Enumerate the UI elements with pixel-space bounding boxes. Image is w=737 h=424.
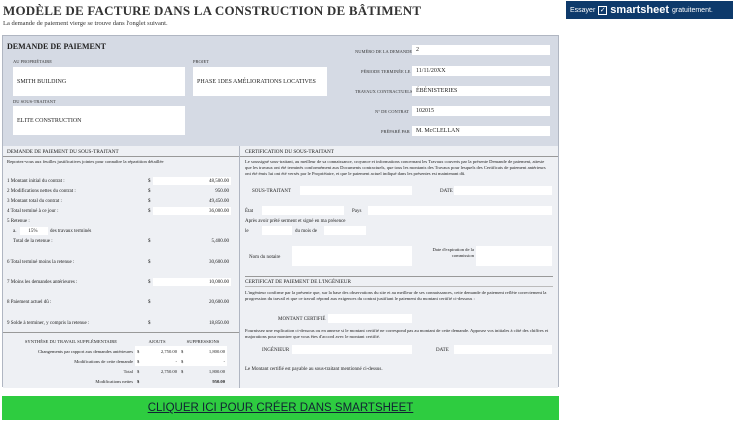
sup-row-add[interactable] bbox=[135, 356, 179, 366]
table-row bbox=[7, 356, 227, 366]
prepared-by-field[interactable]: M. McCLELLAN bbox=[412, 126, 550, 136]
sub-signature-label: SOUS-TRAITANT bbox=[252, 189, 292, 194]
request-number-label: NUMÉRO DE LA DEMANDE bbox=[355, 49, 413, 54]
sub-signature-field[interactable] bbox=[300, 186, 412, 195]
currency-symbol: $ bbox=[148, 280, 151, 285]
project-label: PROJET bbox=[193, 59, 210, 64]
sup-row-del[interactable] bbox=[179, 356, 227, 366]
payable-text: Le Montant certifié est payable au sous-traitant mentionné ci-dessus. bbox=[245, 367, 383, 372]
retenue-percent-field[interactable]: 15% bbox=[20, 227, 48, 235]
divider bbox=[245, 276, 553, 277]
sup-header-deletions: SUPPRESSIONS bbox=[186, 338, 220, 344]
row-1-label: 1 Montant initial du contrat : bbox=[7, 179, 65, 184]
divider bbox=[3, 332, 239, 333]
currency-symbol: $ bbox=[148, 209, 151, 214]
table-row bbox=[7, 376, 227, 386]
currency-symbol: $ bbox=[148, 199, 151, 204]
retenue-label: 5 Retenue : bbox=[7, 219, 30, 224]
retenue-text: des travaux terminés bbox=[50, 229, 92, 234]
extra-work-summary-table bbox=[7, 336, 227, 386]
sworn-text: Après avoir prêté serment et signé en ma présence bbox=[245, 219, 346, 224]
sup-row-del-value: 1,800.00 bbox=[208, 368, 225, 374]
sup-row-add[interactable] bbox=[135, 346, 179, 356]
row-4-value[interactable]: 36,000.00 bbox=[153, 207, 231, 215]
retenue-total-value: 5,400.00 bbox=[211, 238, 229, 244]
retenue-a: a. bbox=[13, 229, 17, 234]
work-field[interactable]: ÉBÉNISTERIES bbox=[412, 86, 550, 96]
day-label: le bbox=[245, 229, 249, 234]
badge-free-text: gratuitement. bbox=[672, 6, 713, 14]
sup-row-del bbox=[179, 366, 227, 376]
smartsheet-try-badge[interactable] bbox=[566, 1, 733, 19]
subcontractor-field[interactable]: ELITE CONSTRUCTION bbox=[13, 106, 185, 135]
sup-row-label: Changements par rapport aux demandes antérieures bbox=[37, 348, 133, 354]
row-7-label: 7 Moins les demandes antérieures : bbox=[7, 280, 78, 285]
left-note: Reportez-vous aux feuilles justificatives jointes pour connaître la répartition détaillée bbox=[7, 159, 164, 164]
currency-symbol: $ bbox=[137, 358, 140, 364]
row-3-label: 3 Montant total du contrat : bbox=[7, 199, 62, 204]
prepared-by-label: PRÉPARÉ PAR bbox=[381, 129, 410, 134]
retenue-total-label: Total de la retenue : bbox=[13, 239, 53, 244]
divider bbox=[245, 286, 553, 287]
page-title: MODÈLE DE FACTURE DANS LA CONSTRUCTION DE BÂTIMENT bbox=[3, 3, 422, 18]
payment-request-form bbox=[2, 35, 559, 387]
row-9-value: 18,850.00 bbox=[209, 320, 229, 326]
sup-row-del-value: - bbox=[223, 358, 225, 364]
state-field[interactable] bbox=[262, 206, 344, 215]
work-label: TRAVAUX CONTRACTUELS bbox=[355, 89, 413, 94]
notary-label: Nom du notaire bbox=[249, 255, 281, 260]
expiry-label: Date d'expiration de la commission bbox=[432, 247, 474, 259]
sup-row-del[interactable] bbox=[179, 346, 227, 356]
sup-header-summary: SYNTHÈSE DU TRAVAIL SUPPLÉMENTAIRE bbox=[24, 338, 118, 344]
sup-row-label: Total bbox=[123, 368, 133, 374]
notary-field[interactable] bbox=[292, 246, 412, 266]
divider bbox=[3, 156, 239, 157]
divider bbox=[240, 156, 558, 157]
right-heading: CERTIFICATION DU SOUS-TRAITANT bbox=[245, 149, 334, 155]
sup-header-additions: AJOUTS bbox=[148, 338, 166, 344]
row-2-value: 950.00 bbox=[215, 188, 229, 194]
row-1-value[interactable]: 48,500.00 bbox=[153, 177, 231, 185]
month-field[interactable] bbox=[324, 226, 366, 235]
row-6-label: 6 Total terminé moins la retenue : bbox=[7, 260, 75, 265]
form-header-section bbox=[3, 36, 558, 146]
period-field[interactable]: 11/11/20XX bbox=[412, 66, 550, 76]
country-label: Pays bbox=[352, 209, 362, 214]
explanation-text: Fournissez une explication ci-dessous ou en annexe si le montant certifié ne correspond pas au montant de cette demande. Apposez vos initiales à côté des chiffres et majorations pour montrer que vous êtes d'accord avec le montant certifié. bbox=[245, 328, 549, 340]
currency-symbol: $ bbox=[137, 378, 140, 384]
sup-row-add-value: - bbox=[175, 358, 177, 364]
currency-symbol: $ bbox=[181, 358, 184, 364]
subcontractor-label: DU SOUS-TRAITANT bbox=[13, 99, 56, 104]
day-field[interactable] bbox=[262, 226, 292, 235]
sup-row-add-value: 2,750.00 bbox=[160, 368, 177, 374]
state-label: État bbox=[245, 209, 254, 214]
sup-net-label: Modifications nettes bbox=[95, 378, 133, 384]
row-7-value[interactable]: 10,000.00 bbox=[153, 278, 231, 286]
row-8-value: 20,600.00 bbox=[209, 299, 229, 305]
period-label: PÉRIODE TERMINÉE LE bbox=[361, 69, 411, 74]
row-3-value: 49,450.00 bbox=[209, 198, 229, 204]
country-field[interactable] bbox=[368, 206, 552, 215]
check-icon: ✓ bbox=[599, 6, 606, 14]
subcontractor-payment-panel bbox=[3, 146, 239, 388]
request-number-field[interactable]: 2 bbox=[412, 45, 550, 55]
currency-symbol: $ bbox=[181, 348, 184, 354]
page-subtitle: La demande de paiement vierge se trouve dans l'onglet suivant. bbox=[3, 20, 168, 27]
sup-row-label: Modifications de cette demande bbox=[74, 358, 133, 364]
row-4-label: 4 Total terminé à ce jour : bbox=[7, 209, 59, 214]
engineer-text: L'ingénieur confirme par la présente que, sur la base des observations du site et au meilleur de ses connaissances, cette demande de paiement reflète correctement la progression du travail et que ce travail répond aux exigences du contrat justifiant le paiement du montant certifié ci-dessous : bbox=[245, 290, 547, 302]
expiry-field[interactable] bbox=[476, 246, 552, 266]
row-8-label: 8 Paiement actuel dû : bbox=[7, 300, 52, 305]
certified-amount-field[interactable] bbox=[328, 314, 412, 323]
sup-net-cell bbox=[135, 376, 227, 386]
certification-panel bbox=[239, 146, 558, 388]
certified-amount-label: MONTANT CERTIFIÉ bbox=[278, 317, 326, 322]
engineer-signature-label: INGÉNIEUR bbox=[262, 348, 290, 353]
contract-label: N° DE CONTRAT bbox=[375, 109, 410, 114]
table-row bbox=[7, 366, 227, 376]
currency-symbol: $ bbox=[181, 368, 184, 374]
sup-row-add-value: 2,750.00 bbox=[160, 348, 177, 354]
sup-row-del-value: 1,800.00 bbox=[208, 348, 225, 354]
currency-symbol: $ bbox=[137, 348, 140, 354]
contract-field[interactable]: 102015 bbox=[412, 106, 550, 116]
certification-text: Le soussigné sous-traitant, au meilleur de sa connaissance, croyance et informations concernant les Travaux couverts par la présente Demande de paiement, atteste que les travaux ont été terminés conformément aux Documents contractuels, que tous les montants des Travaux pour lesquels des Certificats de paiement antérieurs ont été émis lui ont été versés par le Propriétaire, et que le paiement actuel indiqué dans les présentes est maintenant dû. bbox=[245, 159, 546, 177]
currency-symbol: $ bbox=[148, 260, 151, 265]
owner-field[interactable]: SMITH BUILDING bbox=[13, 67, 185, 96]
badge-try-text: Essayer bbox=[570, 6, 596, 14]
currency-symbol: $ bbox=[148, 321, 151, 326]
currency-symbol: $ bbox=[148, 179, 151, 184]
engineer-signature-field[interactable] bbox=[292, 345, 412, 354]
owner-label: AU PROPRIÉTAIRE bbox=[13, 59, 53, 64]
badge-brand-text: smartsheet bbox=[610, 4, 669, 16]
engineer-date-field[interactable] bbox=[454, 345, 552, 354]
form-heading: DEMANDE DE PAIEMENT bbox=[7, 42, 106, 51]
engineer-date-label: DATE bbox=[436, 348, 449, 353]
currency-symbol: $ bbox=[148, 239, 151, 244]
currency-symbol: $ bbox=[137, 368, 140, 374]
month-label: du mois de bbox=[295, 229, 317, 234]
sub-date-field[interactable] bbox=[454, 186, 552, 195]
row-2-label: 2 Modifications nettes du contrat : bbox=[7, 189, 76, 194]
project-field[interactable]: PHASE 1DES AMÉLIORATIONS LOCATIVES bbox=[193, 67, 327, 96]
create-in-smartsheet-button[interactable]: CLIQUER ICI POUR CRÉER DANS SMARTSHEET bbox=[2, 396, 559, 420]
engineer-heading: CERTIFICAT DE PAIEMENT DE L'INGÉNIEUR bbox=[245, 279, 352, 285]
row-6-value: 30,600.00 bbox=[209, 259, 229, 265]
currency-symbol: $ bbox=[148, 189, 151, 194]
currency-symbol: $ bbox=[148, 300, 151, 305]
left-heading: DEMANDE DE PAIEMENT DU SOUS-TRAITANT bbox=[7, 149, 119, 155]
table-row bbox=[7, 346, 227, 356]
sub-date-label: DATE bbox=[440, 189, 453, 194]
row-9-label: 9 Solde à terminer, y compris la retenue : bbox=[7, 321, 90, 326]
sup-row-add bbox=[135, 366, 179, 376]
sup-net-value: 950.00 bbox=[212, 378, 225, 384]
